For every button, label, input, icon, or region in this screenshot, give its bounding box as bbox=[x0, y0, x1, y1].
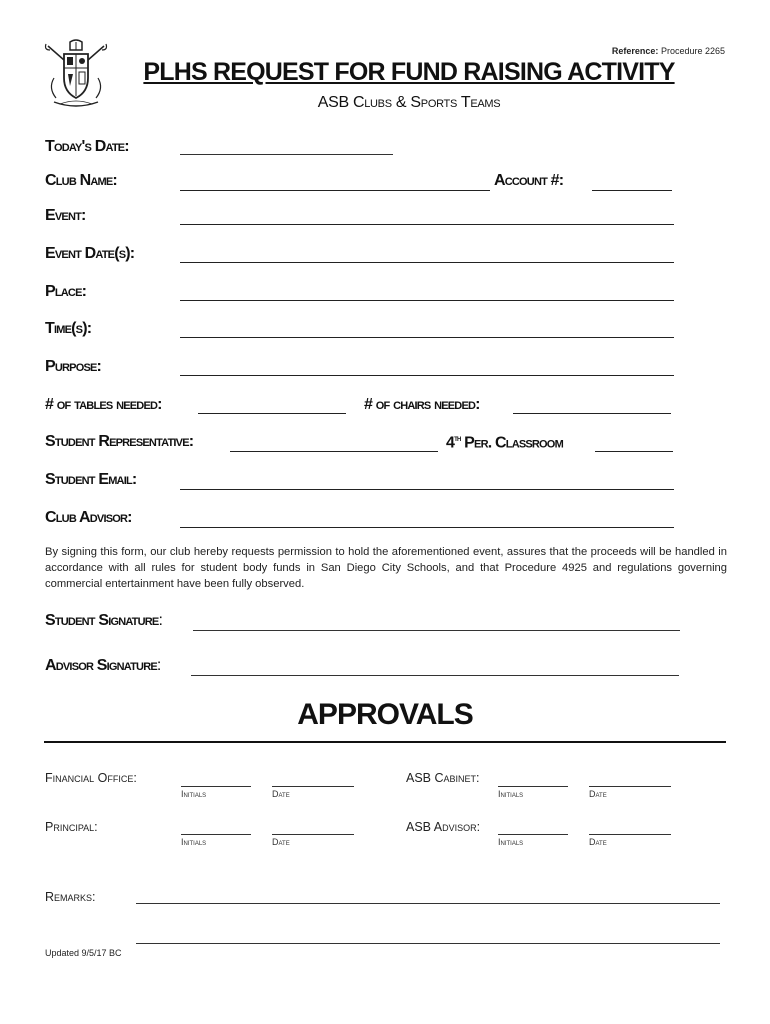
approvals-divider bbox=[44, 741, 726, 743]
remarks-field-line-1[interactable] bbox=[136, 903, 720, 904]
student-signature-colon: : bbox=[158, 612, 163, 629]
asb-advisor-initials-field[interactable] bbox=[498, 834, 568, 835]
form-title: PLHS REQUEST FOR FUND RAISING ACTIVITY bbox=[143, 58, 675, 86]
asb-cabinet-date-caption: Date bbox=[589, 789, 607, 799]
club-advisor-label: Club Advisor: bbox=[45, 509, 132, 526]
student-email-label: Student Email: bbox=[45, 471, 137, 488]
advisor-signature-label bbox=[45, 657, 161, 675]
account-label: Account #: bbox=[494, 172, 564, 189]
student-email-field[interactable] bbox=[180, 489, 674, 490]
student-representative-field[interactable] bbox=[230, 451, 438, 452]
event-label: Event: bbox=[45, 207, 86, 224]
advisor-signature-text: Advisor Signature bbox=[45, 657, 157, 674]
purpose-field[interactable] bbox=[180, 375, 674, 376]
place-label: Place: bbox=[45, 283, 87, 300]
fourth-period-classroom-field[interactable] bbox=[595, 451, 673, 452]
approvals-heading: APPROVALS bbox=[297, 698, 473, 731]
student-signature-field[interactable] bbox=[193, 630, 680, 631]
principal-date-field[interactable] bbox=[272, 834, 354, 835]
financial-office-label: Financial Office: bbox=[45, 771, 137, 785]
todays-date-field[interactable] bbox=[180, 154, 393, 155]
updated-footer: Updated 9/5/17 BC bbox=[45, 948, 122, 958]
club-advisor-field[interactable] bbox=[180, 527, 674, 528]
event-dates-field[interactable] bbox=[180, 262, 674, 263]
principal-initials-caption: Initials bbox=[181, 837, 207, 847]
fourth-period-number: 4 bbox=[446, 434, 455, 452]
todays-date-label: Today's Date: bbox=[45, 138, 129, 155]
purpose-label: Purpose: bbox=[45, 358, 102, 375]
fourth-period-classroom-label bbox=[446, 433, 563, 452]
club-name-field[interactable] bbox=[180, 190, 490, 191]
asb-advisor-label: ASB Advisor: bbox=[406, 820, 481, 834]
times-field[interactable] bbox=[180, 337, 674, 338]
tables-needed-field[interactable] bbox=[198, 413, 346, 414]
form-subtitle: ASB Clubs & Sports Teams bbox=[317, 94, 501, 111]
agreement-statement: By signing this form, our club hereby requests permission to hold the aforementioned event, assures that the proceeds will be handled in accordance with all rules for student body funds in San Diego City Schools, and that Procedure 4925 and regulations governing commercial entertainment have been fully observed. bbox=[45, 546, 727, 590]
student-representative-label: Student Representative: bbox=[45, 433, 194, 450]
principal-label: Principal: bbox=[45, 820, 98, 834]
financial-office-date-field[interactable] bbox=[272, 786, 354, 787]
student-signature-label bbox=[45, 612, 162, 630]
account-field[interactable] bbox=[592, 190, 672, 191]
chairs-needed-label: # of chairs needed: bbox=[364, 396, 480, 413]
financial-office-initials-field[interactable] bbox=[181, 786, 251, 787]
tables-needed-label: # of tables needed: bbox=[45, 396, 162, 413]
fourth-period-text: Per. Classroom bbox=[464, 434, 563, 452]
advisor-signature-colon: : bbox=[156, 657, 161, 674]
event-dates-label: Event Date(s): bbox=[45, 245, 135, 262]
principal-date-caption: Date bbox=[272, 837, 290, 847]
place-field[interactable] bbox=[180, 300, 674, 301]
asb-advisor-date-field[interactable] bbox=[589, 834, 671, 835]
club-name-label: Club Name: bbox=[45, 172, 117, 189]
principal-initials-field[interactable] bbox=[181, 834, 251, 835]
asb-advisor-date-caption: Date bbox=[589, 837, 607, 847]
remarks-label: Remarks: bbox=[45, 890, 96, 904]
asb-cabinet-label: ASB Cabinet: bbox=[406, 771, 480, 785]
reference-label: Reference: bbox=[611, 46, 659, 56]
chairs-needed-field[interactable] bbox=[513, 413, 671, 414]
asb-advisor-initials-caption: Initials bbox=[498, 837, 524, 847]
times-label: Time(s): bbox=[45, 320, 92, 337]
fourth-period-ordinal: th bbox=[454, 433, 461, 443]
procedure-reference bbox=[612, 46, 725, 56]
asb-cabinet-initials-caption: Initials bbox=[498, 789, 524, 799]
reference-value: Procedure 2265 bbox=[660, 46, 725, 56]
remarks-field-line-2[interactable] bbox=[136, 943, 720, 944]
event-field[interactable] bbox=[180, 224, 674, 225]
asb-cabinet-date-field[interactable] bbox=[589, 786, 671, 787]
asb-cabinet-initials-field[interactable] bbox=[498, 786, 568, 787]
student-signature-text: Student Signature bbox=[45, 612, 159, 629]
financial-office-initials-caption: Initials bbox=[181, 789, 207, 799]
advisor-signature-field[interactable] bbox=[191, 675, 679, 676]
financial-office-date-caption: Date bbox=[272, 789, 290, 799]
